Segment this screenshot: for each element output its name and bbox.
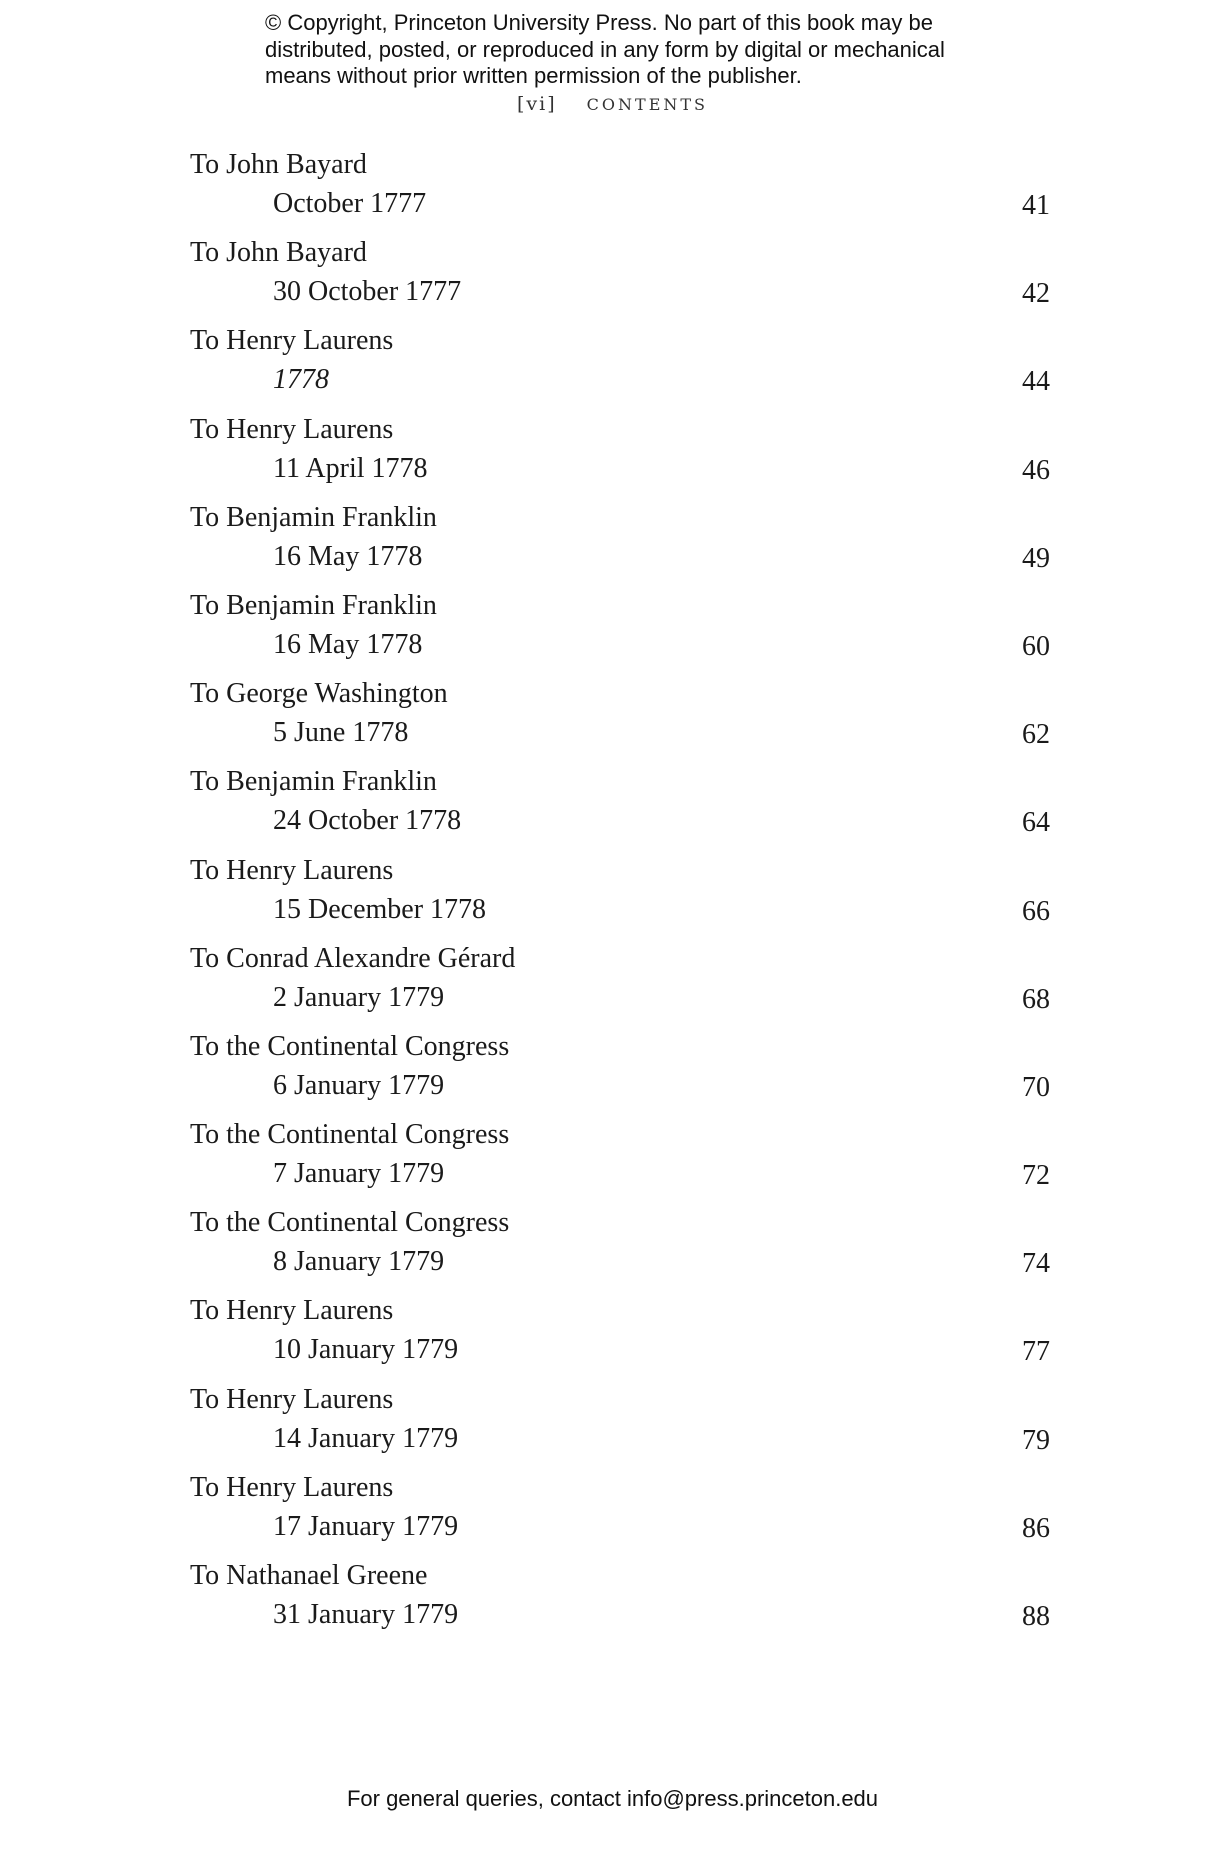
toc-date: 5 June 1778 [273, 717, 409, 749]
toc-recipient: To Nathanael Greene [190, 1560, 428, 1591]
toc-recipient: To Henry Laurens [190, 1471, 394, 1503]
toc-entry [190, 1381, 1050, 1469]
toc-date: 8 January 1779 [273, 1246, 445, 1278]
toc-page-number: 77 [1022, 1336, 1050, 1368]
copyright-notice [265, 10, 985, 90]
toc-page-number: 88 [1022, 1601, 1050, 1632]
toc-entry [190, 146, 1050, 234]
toc-date: 31 January 1779 [273, 1599, 459, 1630]
toc-entry [190, 1028, 1050, 1116]
toc-date: 17 January 1779 [273, 1510, 459, 1542]
running-head [0, 93, 1225, 115]
toc-date: 10 January 1779 [273, 1334, 459, 1366]
toc-recipient: To John Bayard [190, 149, 367, 180]
copyright-line: © Copyright, Princeton University Press. No part of this book may be [265, 10, 933, 35]
toc-date: 30 October 1777 [273, 276, 462, 308]
toc-date: 15 December 1778 [273, 893, 487, 925]
toc-date: 16 May 1778 [273, 628, 423, 660]
toc-recipient: To Benjamin Franklin [190, 501, 437, 533]
toc-page-number: 60 [1022, 630, 1050, 662]
toc-page-number: 79 [1022, 1424, 1050, 1456]
toc-page-number: 74 [1022, 1248, 1050, 1280]
toc-page-number: 64 [1022, 807, 1050, 839]
toc-entry [190, 1557, 1050, 1645]
toc-recipient: To the Continental Congress [190, 1119, 510, 1151]
footer-contact: For general queries, contact info@press.princeton.edu [346, 1786, 879, 1811]
toc-entry [190, 852, 1050, 940]
toc-recipient: To Henry Laurens [190, 1295, 394, 1327]
toc-recipient: To Henry Laurens [190, 413, 394, 445]
toc-page-number: 62 [1022, 719, 1050, 751]
toc-recipient: To the Continental Congress [190, 1207, 510, 1239]
toc-recipient: To Conrad Alexandre Gérard [190, 942, 516, 974]
toc-date: 24 October 1778 [273, 805, 462, 837]
toc-recipient: To Benjamin Franklin [190, 766, 437, 798]
toc-entry [190, 940, 1050, 1028]
toc-recipient: To the Continental Congress [190, 1030, 510, 1062]
copyright-line: means without prior written permission of the publisher. [265, 63, 802, 88]
table-of-contents [190, 146, 1050, 1645]
toc-entry [190, 411, 1050, 499]
toc-entry [190, 1204, 1050, 1292]
toc-date: 6 January 1779 [273, 1069, 445, 1101]
toc-entry [190, 1292, 1050, 1380]
toc-page-number: 66 [1022, 895, 1050, 927]
toc-page-number: 46 [1022, 454, 1050, 486]
toc-entry [190, 763, 1050, 851]
toc-entry [190, 675, 1050, 763]
toc-recipient: To Henry Laurens [190, 854, 394, 886]
toc-recipient: To George Washington [190, 678, 448, 710]
toc-entry [190, 1116, 1050, 1204]
toc-date: 2 January 1779 [273, 981, 445, 1013]
toc-page-number: 44 [1022, 366, 1050, 398]
toc-date: 7 January 1779 [273, 1158, 445, 1190]
toc-page-number: 70 [1022, 1071, 1050, 1103]
toc-page-number: 41 [1022, 190, 1050, 221]
toc-entry [190, 1469, 1050, 1557]
toc-date: 16 May 1778 [273, 540, 423, 572]
toc-recipient: To Henry Laurens [190, 325, 394, 357]
page-folio: [vi] [516, 93, 557, 115]
toc-recipient: To John Bayard [190, 237, 367, 269]
toc-date: 14 January 1779 [273, 1422, 459, 1454]
section-title: CONTENTS [586, 95, 709, 114]
toc-page-number: 68 [1022, 983, 1050, 1015]
toc-entry [190, 587, 1050, 675]
toc-entry [190, 499, 1050, 587]
toc-date: 11 April 1778 [273, 452, 428, 484]
toc-page-number: 42 [1022, 278, 1050, 310]
toc-entry [190, 234, 1050, 322]
toc-date: October 1777 [273, 188, 427, 219]
copyright-line: distributed, posted, or reproduced in any form by digital or mechanical [265, 36, 945, 62]
toc-page-number: 49 [1022, 542, 1050, 574]
toc-page-number: 86 [1022, 1512, 1050, 1544]
toc-entry [190, 322, 1050, 410]
toc-date: 1778 [273, 364, 329, 396]
toc-recipient: To Henry Laurens [190, 1383, 394, 1415]
toc-page-number: 72 [1022, 1160, 1050, 1192]
toc-recipient: To Benjamin Franklin [190, 589, 437, 621]
